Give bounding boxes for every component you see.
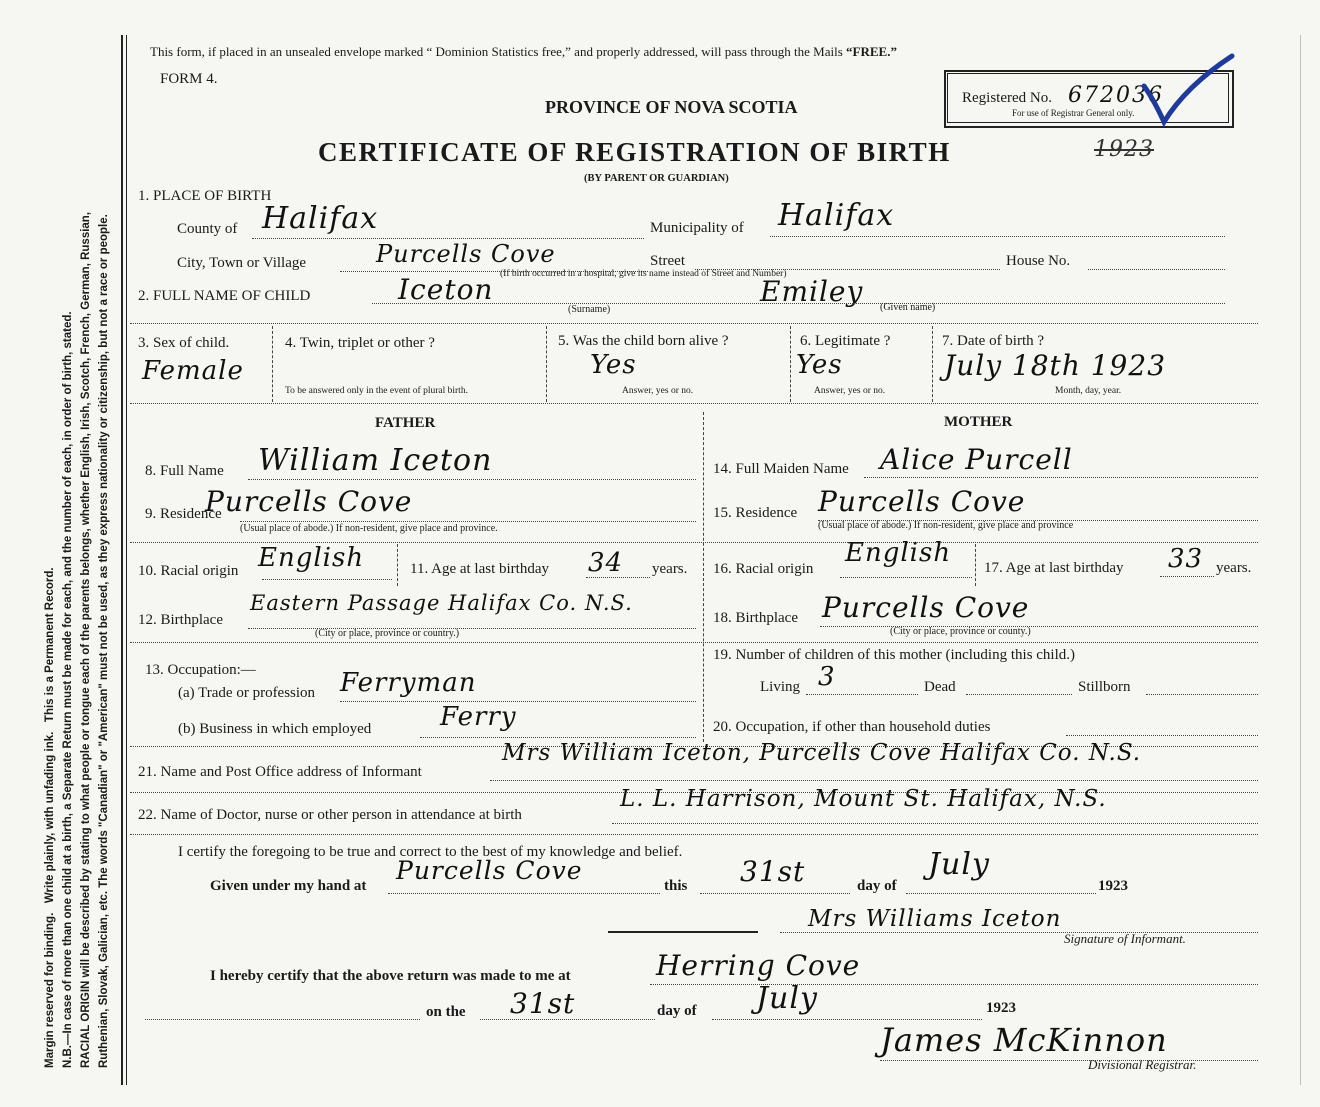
mother-heading: MOTHER — [944, 414, 1013, 430]
twin-note: To be answered only in the event of plural birth. — [285, 386, 468, 396]
informant-label: 21. Name and Post Office address of Informant — [138, 764, 422, 780]
informant-signature-line — [780, 932, 1258, 933]
postage-note: This form, if placed in an unsealed envelope marked “ Dominion Statistics free,” and properly addressed, will pass through the Mails “FREE.” — [150, 44, 897, 59]
given-day-value: 31st — [740, 855, 806, 888]
business-label: (b) Business in which employed — [178, 721, 372, 737]
mother-birthplace-line — [820, 626, 1258, 627]
municipality-value: Halifax — [778, 198, 895, 233]
father-race-value: English — [258, 543, 365, 573]
informant-signature-caption: Signature of Informant. — [1064, 931, 1186, 946]
father-birthplace-value: Eastern Passage Halifax Co. N.S. — [250, 591, 633, 615]
county-label: County of — [177, 221, 238, 237]
trade-label: (a) Trade or profession — [178, 685, 316, 701]
given-under-hand-label: Given under my hand at — [210, 878, 367, 894]
business-value: Ferry — [440, 702, 517, 732]
house-number-line — [1088, 269, 1225, 270]
mother-age-line — [1160, 576, 1214, 577]
return-month-line — [712, 1019, 982, 1020]
house-number-label: House No. — [1006, 253, 1071, 269]
mother-occupation-line — [1066, 735, 1258, 736]
given-month-value: July — [928, 847, 990, 882]
registrar-signature: James McKinnon — [880, 1021, 1168, 1059]
municipality-label: Municipality of — [650, 220, 744, 236]
trade-value: Ferryman — [340, 668, 477, 698]
margin-note-1: Margin reserved for binding. Write plainly, with unfading ink. This is a Permanent Record. — [44, 567, 56, 1068]
row-divider-occupation — [130, 642, 1258, 643]
col-divider-4 — [932, 326, 933, 402]
child-name-line — [372, 303, 1225, 304]
father-age-divider — [397, 544, 398, 586]
county-line — [252, 238, 644, 239]
certificate-title: CERTIFICATE OF REGISTRATION OF BIRTH — [318, 137, 951, 167]
row-divider-top — [130, 323, 1258, 324]
father-residence-note: (Usual place of abode.) If non-resident, give place and province. — [240, 523, 498, 534]
mother-age-unit: years. — [1216, 560, 1252, 576]
given-place-line — [388, 893, 660, 894]
mother-residence-value: Purcells Cove — [818, 485, 1026, 518]
city-label: City, Town or Village — [177, 255, 307, 271]
living-value: 3 — [818, 662, 836, 692]
informant-signature: Mrs Williams Iceton — [808, 906, 1062, 932]
sex-label: 3. Sex of child. — [138, 335, 230, 351]
registrar-signature-line — [880, 1060, 1258, 1061]
year-stamp: 1923 — [1094, 137, 1154, 162]
col-divider-2 — [546, 326, 547, 402]
stillborn-label: Stillborn — [1078, 679, 1131, 695]
mother-birthplace-note: (City or place, province or county.) — [890, 626, 1031, 637]
father-birthplace-note: (City or place, province or country.) — [315, 628, 460, 639]
parents-divider — [703, 412, 704, 742]
given-year-value: 1923 — [1098, 878, 1128, 894]
given-place-value: Purcells Cove — [396, 856, 583, 885]
row-divider-certify — [130, 834, 1258, 835]
county-value: Halifax — [262, 201, 379, 236]
return-made-label: I hereby certify that the above return was made to me at — [210, 968, 571, 984]
mother-residence-note: (Usual place of abode.) If non-resident, give place and province — [818, 520, 1074, 531]
hospital-note: (If birth occurred in a hospital, give its name instead of Street and Number) — [500, 269, 787, 279]
informant-value: Mrs William Iceton, Purcells Cove Halifax Co. N.S. — [502, 740, 1142, 766]
twin-label: 4. Twin, triplet or other ? — [285, 335, 435, 351]
signature-rule — [608, 931, 758, 933]
alive-label: 5. Was the child born alive ? — [558, 333, 729, 349]
dob-note: Month, day, year. — [1055, 386, 1122, 396]
alive-note: Answer, yes or no. — [622, 386, 694, 396]
father-occupation-label: 13. Occupation:— — [145, 662, 256, 678]
child-surname-value: Iceton — [398, 273, 494, 306]
given-name-caption: (Given name) — [880, 302, 936, 313]
given-month-line — [906, 893, 1096, 894]
legitimate-value: Yes — [796, 350, 843, 380]
mother-age-divider — [975, 544, 976, 586]
mother-name-line — [864, 477, 1258, 478]
father-residence-line — [240, 521, 696, 522]
father-age-value: 34 — [588, 548, 624, 578]
stillborn-line — [1146, 694, 1258, 695]
children-count-label: 19. Number of children of this mother (including this child.) — [713, 647, 1076, 663]
return-year-value: 1923 — [986, 1000, 1016, 1016]
business-line — [420, 737, 696, 738]
return-day-value: 31st — [510, 987, 576, 1020]
margin-rule — [121, 35, 123, 1085]
form-number: FORM 4. — [160, 71, 218, 87]
informant-line — [490, 780, 1258, 781]
right-edge — [1300, 35, 1301, 1085]
return-day-line — [480, 1019, 655, 1020]
dob-label: 7. Date of birth ? — [942, 333, 1045, 349]
child-name-label: 2. FULL NAME OF CHILD — [138, 288, 311, 304]
margin-note-4: Ruthenian, Slovak, Galician, etc. The words "Canadian" or "American" must not be used, as they express nationality or citizenship, but not a race or people. — [98, 214, 110, 1068]
day-of-label: day of — [857, 878, 897, 894]
certificate-subtitle: (BY PARENT OR GUARDIAN) — [584, 173, 729, 184]
mother-occupation-label: 20. Occupation, if other than household duties — [713, 719, 991, 735]
father-name-label: 8. Full Name — [145, 463, 224, 479]
father-residence-value: Purcells Cove — [205, 485, 413, 518]
return-day-of-label: day of — [657, 1003, 697, 1019]
margin-note-3: RACIAL ORIGIN will be described by stating to what people or tongue each of the parents belongs, whether English, Irish, Scotch, French, German, Russian, — [80, 211, 92, 1068]
registered-note: For use of Registrar General only. — [1012, 108, 1135, 118]
alive-value: Yes — [590, 350, 637, 380]
mother-race-value: English — [845, 538, 952, 568]
father-birthplace-label: 12. Birthplace — [138, 612, 223, 628]
place-of-birth-label: 1. PLACE OF BIRTH — [138, 188, 272, 204]
registered-label: Registered No. — [962, 90, 1052, 106]
return-lead-line — [145, 1019, 420, 1020]
legitimate-label: 6. Legitimate ? — [800, 333, 891, 349]
city-value: Purcells Cove — [376, 240, 556, 268]
father-race-label: 10. Racial origin — [138, 563, 239, 579]
certify-statement: I certify the foregoing to be true and correct to the best of my knowledge and belief. — [178, 844, 683, 860]
col-divider-1 — [272, 326, 273, 402]
mother-age-value: 33 — [1168, 544, 1204, 574]
legitimate-note: Answer, yes or no. — [814, 386, 886, 396]
sex-value: Female — [142, 356, 244, 386]
province-title: PROVINCE OF NOVA SCOTIA — [545, 97, 798, 117]
dob-value: July 18th 1923 — [944, 349, 1167, 382]
father-residence-label: 9. Residence — [145, 506, 222, 522]
living-line — [806, 694, 918, 695]
father-age-label: 11. Age at last birthday — [410, 561, 549, 577]
trade-line — [340, 701, 696, 702]
doctor-label: 22. Name of Doctor, nurse or other person in attendance at birth — [138, 807, 522, 823]
doctor-line — [612, 823, 1258, 824]
father-race-line — [262, 579, 392, 580]
return-place-value: Herring Cove — [656, 949, 861, 982]
mother-birthplace-value: Purcells Cove — [822, 591, 1030, 624]
municipality-line — [770, 236, 1225, 237]
mother-name-label: 14. Full Maiden Name — [713, 461, 849, 477]
registered-number: 672036 — [1068, 83, 1164, 108]
father-name-value: William Iceton — [258, 443, 493, 478]
on-the-label: on the — [426, 1004, 466, 1020]
dead-line — [966, 694, 1072, 695]
father-heading: FATHER — [375, 415, 436, 431]
dead-label: Dead — [924, 679, 956, 695]
given-day-line — [700, 893, 850, 894]
doctor-value: L. L. Harrison, Mount St. Halifax, N.S. — [620, 786, 1107, 812]
mother-residence-label: 15. Residence — [713, 505, 798, 521]
child-given-name-value: Emiley — [760, 275, 864, 308]
father-age-line — [586, 577, 650, 578]
living-label: Living — [760, 679, 800, 695]
mother-birthplace-label: 18. Birthplace — [713, 610, 798, 626]
row-divider-bottom — [130, 403, 1258, 404]
margin-note-2: N.B.—In case of more than one child at a birth, a Separate Return must be made for each, and the number of each, in order of birth, stated. — [62, 311, 74, 1068]
return-place-line — [650, 984, 1258, 985]
check-mark-icon — [1140, 52, 1240, 132]
this-label: this — [664, 878, 688, 894]
mother-race-label: 16. Racial origin — [713, 561, 814, 577]
mother-race-line — [840, 577, 972, 578]
col-divider-3 — [790, 326, 791, 402]
surname-caption: (Surname) — [568, 304, 611, 315]
registrar-caption: Divisional Registrar. — [1088, 1057, 1197, 1072]
father-age-unit: years. — [652, 561, 688, 577]
mother-age-label: 17. Age at last birthday — [984, 560, 1124, 576]
father-name-line — [248, 479, 696, 480]
margin-rule-inner — [126, 35, 127, 1085]
street-label: Street — [650, 253, 685, 269]
mother-name-value: Alice Purcell — [880, 443, 1073, 476]
return-month-value: July — [756, 981, 818, 1016]
